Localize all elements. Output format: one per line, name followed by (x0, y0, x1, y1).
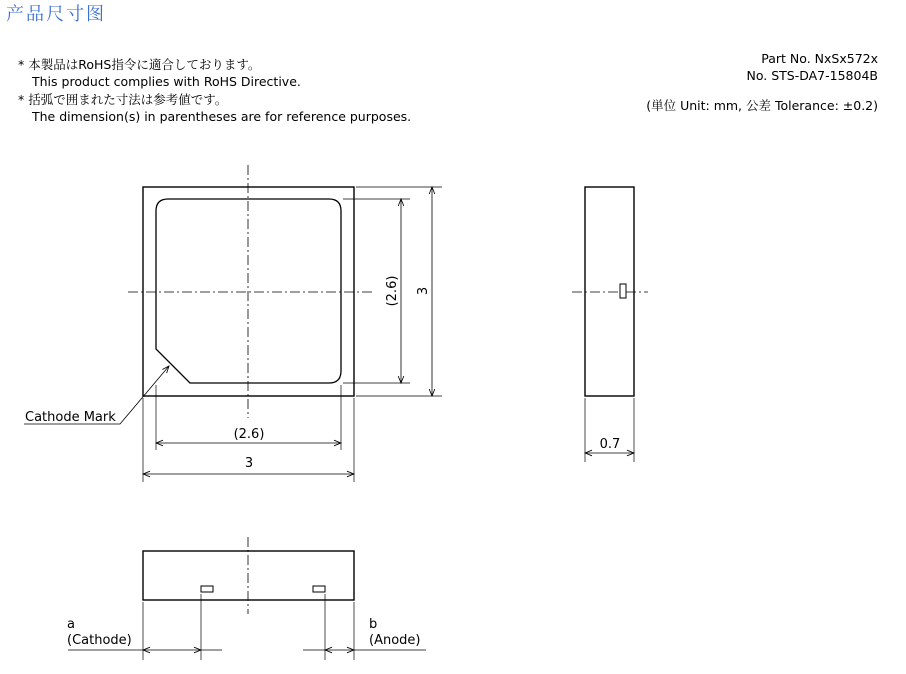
units-tolerance: (単位 Unit: mm, 公差 Tolerance: ±0.2) (646, 98, 878, 113)
label-anode: (Anode) (369, 633, 421, 648)
note-bullet: * (18, 57, 25, 72)
dim-side-thickness: 0.7 (599, 437, 621, 452)
label-b: b (369, 617, 378, 632)
dim-top-inner-height: (2.6) (385, 275, 400, 307)
side-view (572, 187, 648, 462)
top-view-outline (143, 187, 354, 396)
electrode-cathode (201, 586, 213, 592)
cathode-mark-label: Cathode Mark (25, 410, 116, 425)
note-jp: 括弧で囲まれた寸法は参考値です。 (28, 92, 228, 107)
front-view-outline (143, 551, 354, 600)
dim-top-outer-height: 3 (416, 286, 431, 296)
label-cathode: (Cathode) (67, 633, 132, 648)
note-bullet: * (18, 92, 25, 107)
note-jp: 本製品はRoHS指令に適合しております。 (28, 57, 261, 72)
document-number: No. STS-DA7-15804B (746, 68, 878, 83)
electrode-anode (313, 586, 325, 592)
page-title: 产品尺寸图 (6, 4, 106, 25)
top-view-emitting-area (156, 199, 341, 383)
label-a: a (67, 617, 75, 632)
note-en: This product complies with RoHS Directive. (32, 74, 301, 89)
side-view-outline (585, 187, 634, 396)
side-view-electrode (620, 284, 626, 298)
dim-top-inner-width: (2.6) (233, 427, 265, 442)
dim-top-outer-width: 3 (244, 456, 254, 471)
note-en: The dimension(s) in parentheses are for reference purposes. (32, 109, 412, 124)
part-number: Part No. NxSx572x (761, 51, 878, 66)
